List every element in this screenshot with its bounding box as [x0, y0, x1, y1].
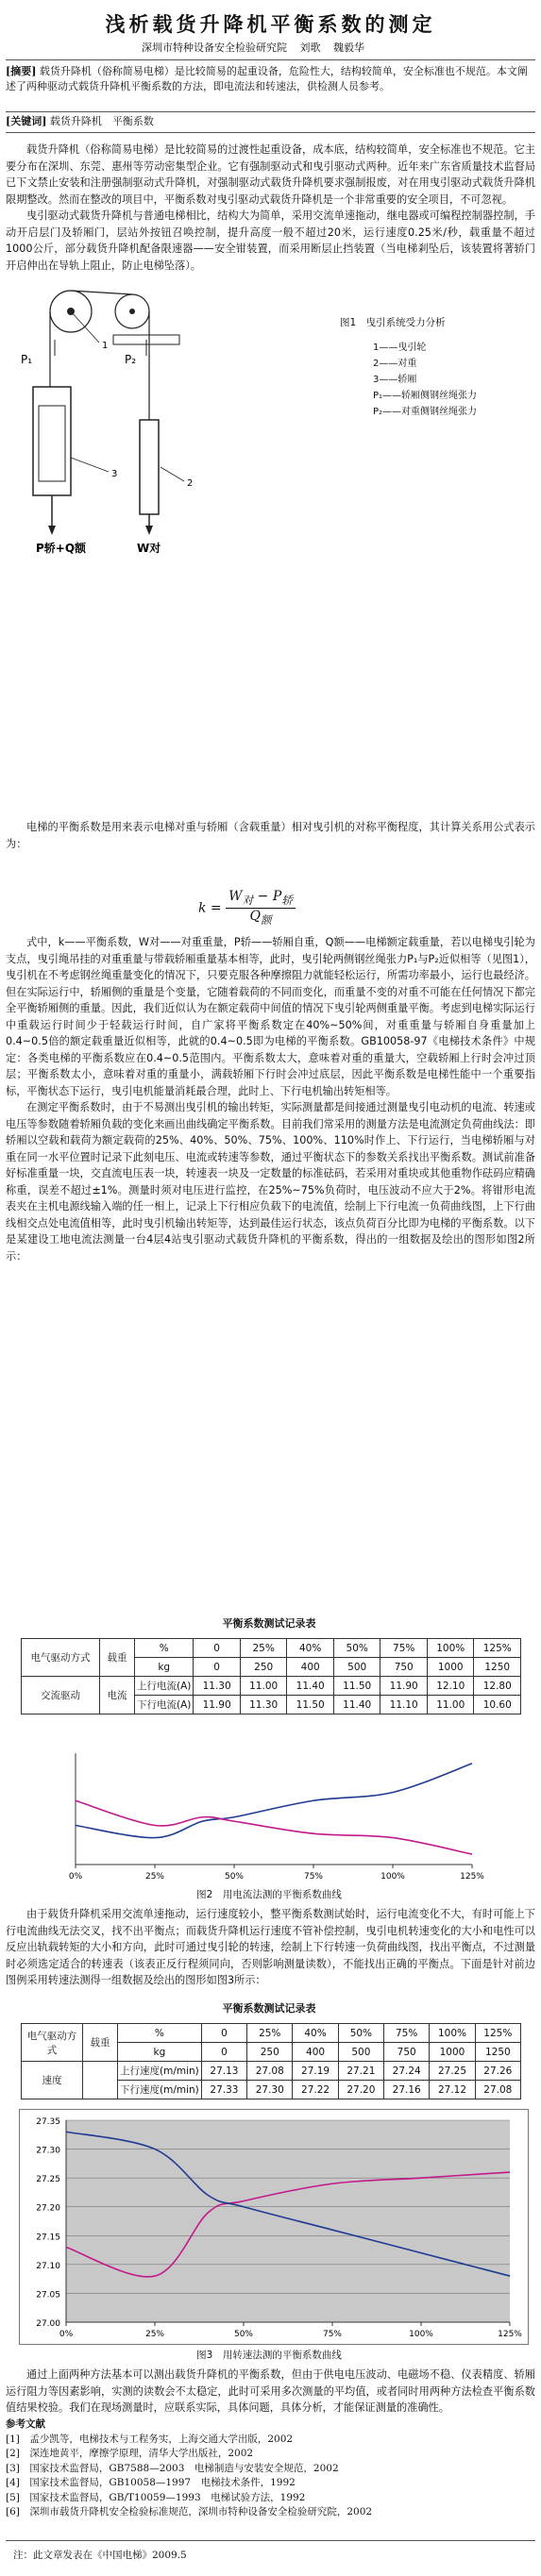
paragraph: 由于载货升降机采用交流单速拖动，运行速度较小，整平衡系数测试始时，运行电流变化不大，有时可能上下行电流曲线无法交叉，找不出平衡点；而载货升降机运行速度不管补偿控制，曳引电机转速变化的大小和电性可以反应出轨载转矩的大小和方向，此时可通过曳引轮的转速，绘制上下行转速一负荷曲线图，找出平衡点，不过测量时必须选定适合的转速表（该表正反行程须同向，否则影响测量读数），不能找出正确的平衡点。下面是针对前边图例采用转速法测得一组数据及绘出的图形如图3所示： — [6, 1908, 535, 1986]
x-tick-label: 25% — [144, 2330, 165, 2339]
table-cell: 50% — [338, 2024, 383, 2043]
reference-item: [6] 深圳市载货升降机安全检验标准规范，深圳市特种设备安全检验研究院，2002 — [6, 2506, 373, 2517]
author-line — [142, 40, 374, 55]
table-cell: 27.19 — [293, 2062, 338, 2081]
x-tick-label: 100% — [380, 1872, 405, 1882]
source-note: 注：此文章发表在《中国电梯》2009.5 — [13, 2550, 187, 2561]
table2 — [21, 2023, 521, 2099]
label-1: 1 — [102, 341, 109, 351]
table-cell: 27.08 — [247, 2062, 293, 2081]
paragraph: 式中，k——平衡系数，W对——对重重量，P轿——轿厢自重，Q额——电梯额定载重量，若以电梯曳引轮为支点，曳引绳吊挂的对重重量与带载轿厢重量基本相等，此时，曳引轮两侧钢丝绳张力P₁与P₂近似相等（见图1），曳引机在不考虑钢丝绳重量变化的情况下，只要克服各种摩擦阻力就能轻松运行，所需功率最小，运行也最经济。但在实际运行中，轿厢侧的重量是个变量，它随着载荷的不同而变化，而重量不变的对重不可能在任何情况下都完全平衡轿厢侧的重量。因此，我们近似认为在额定载荷中间值的情况下曳引轮两侧重量平衡。考虑到电梯实际运行中重载运行时间少于轻载运行时间，自广家将平衡系数定在40%~50%间，对重重量与轿厢自身重量加上0.4~0.5倍的额定载重量近似相等，此就的0.4~0.5即为电梯的平衡系数。GB10058-97《电梯技术条件》中规定：各类电梯的平衡系数应在0.4~0.5范围内。平衡系数太大，意味着对重的重量大，空载轿厢上行时会冲过顶层；平衡系数太小，意味着对重的重量小，满载轿厢下行时会冲过底层，因此平衡系数是电梯性能中一个重要指标，平衡状态下运行，曳引电机能量消耗最合理，此时上、下行电机输出转矩相等。 — [6, 936, 535, 1097]
table-cell: 11.30 — [194, 1677, 241, 1696]
counterweight-box — [140, 420, 159, 514]
table-cell: 11.40 — [287, 1677, 334, 1696]
label-3: 3 — [111, 469, 118, 479]
legend-item: 3——轿厢 — [373, 375, 417, 385]
table-row — [22, 1639, 521, 1658]
divider — [6, 111, 535, 112]
label-2: 2 — [187, 478, 194, 489]
table-cell: 载重 — [100, 1639, 135, 1677]
x-tick-label: 75% — [322, 2330, 343, 2339]
y-tick-label: 27.35 — [36, 2117, 60, 2127]
table-cell: 电气驱动方式 — [22, 1639, 100, 1677]
y-tick-label: 27.30 — [36, 2146, 60, 2156]
chart2-caption: 图3 用转速法测的平衡系数曲线 — [196, 2350, 342, 2361]
table-cell: 11.40 — [333, 1696, 380, 1715]
table-row — [22, 2024, 521, 2043]
table-cell: 下行电流(A) — [135, 1696, 194, 1715]
table-cell: 12.80 — [474, 1677, 521, 1696]
y-tick-label: 27.20 — [36, 2203, 60, 2214]
body-section-4 — [6, 1906, 535, 1989]
body-section-3 — [6, 934, 535, 1264]
paragraph: 曳引驱动式载货升降机与普通电梯相比，结构大为简单，采用交流单速拖动，继电器或可编程控制器控制，手动开启层门及轿厢门，层站外按钮召唤控制，提升高度一般不超过20米，运行速度0.25米/秒，载重量不超过1000公斤，部分载货升降机配备限速器——安全钳装置，而采用断层止挡装置（当电梯剎坠后，该装置将著轿门开启伸出在导轨上阻止，防止电梯坠落）。 — [6, 209, 535, 272]
label-cw-weight: W对 — [137, 542, 161, 555]
series-line — [76, 1764, 472, 1838]
chart-current — [57, 1744, 491, 1885]
article-title: 浅析载货升降机平衡系数的测定 — [105, 12, 436, 36]
table-cell: 25% — [240, 1639, 287, 1658]
table-cell: 75% — [384, 2024, 430, 2043]
reference-item: [4] 国家技术监督局，GB10058—1997 电梯技术条件，1992 — [6, 2477, 296, 2488]
divider — [6, 2540, 535, 2541]
body-section-1 — [6, 142, 535, 274]
leader-1 — [71, 311, 99, 343]
table-cell: 0 — [194, 1658, 241, 1677]
table-cell: 125% — [475, 2024, 520, 2043]
table-cell: 40% — [293, 2024, 338, 2043]
table-row — [22, 2062, 521, 2081]
table-cell: 500 — [338, 2043, 383, 2062]
table-cell: 400 — [293, 2043, 338, 2062]
references — [6, 2417, 535, 2520]
references-label: 参考文献 — [6, 2418, 45, 2430]
table-cell: 0 — [201, 2024, 246, 2043]
figure1-diagram — [19, 288, 368, 561]
table-row — [22, 1677, 521, 1696]
paragraph: 载货升降机（俗称简易电梯）是比较简易的过渡性起重设备，成本底，结构较简单，安全标准也不规范。它主要分布在深圳、东莞、惠州等劳动密集型企业。它有强制驱动式和曳引驱动式两种。近年来广东省质量技术监督局已下文禁止安装和注册强制驱动式升降机，对强制驱动式载货升降机要求强制报废，对在用曳引驱动式载货升降机限期整改。然而在整改的项目中，平衡系数对曳引驱动式载货升降机是一个非常重要的安全项目，不可忽视。 — [6, 143, 535, 206]
table-cell: 0 — [194, 1639, 241, 1658]
author-name: 魏毅华 — [333, 42, 364, 54]
legend-item: 2——对重 — [373, 359, 417, 369]
table-cell: 250 — [247, 2043, 293, 2062]
sheave-hub — [129, 309, 135, 314]
figure1-caption: 图1 曳引系统受力分析 — [340, 317, 446, 328]
paragraph: 在测定平衡系数时，由于不易测出曳引机的输出转矩，实际测量都是间接通过测量曳引电动机的电流、转速或电压等参数随着轿厢负载的变化来画出曲线确定平衡系数。目前我们常采用的测量方法是电流测定负荷曲线法：即轿厢以空载和载荷为额定载荷的25%、40%、50%、75%、100%、110%时作上、下行运行，当电梯轿厢与对重在同一水平位置时记录下此刻电压、电流或转速等参数，通过平衡状态下的参数关系找出平衡系数。测试前准备好标准重量一块，交直流电压表一块，转速表一块及一定数量的标准砝码，若采用对重块或其他重物作砝码应精确称重，误差不超过±1%。测量时须对电压进行监控，在25%~75%负荷时，电压波动不应大于2%。将钳形电流表夹在主机电源线输入端的任一相上，记录上下行相应负载下的电流值，绘制上下行电流一负荷曲线图，上下行曲线相交点处电流值相等，此时曳引机输出转矩等，达到最佳运行状态，该点负荷百分比即为电梯的平衡系数。以下是某建设工地电流法测量一台4层4站曳引驱动式载货升降机的平衡系数，得出的一组数据及绘出的图形如图2所示： — [6, 1101, 535, 1263]
x-tick-label: 25% — [144, 1872, 165, 1882]
abstract — [6, 64, 535, 94]
x-tick-label: 50% — [233, 2330, 254, 2339]
table-cell: 40% — [287, 1639, 334, 1658]
table1-title: 平衡系数测试记录表 — [222, 1617, 316, 1630]
table-cell: 400 — [287, 1658, 334, 1677]
table-cell: 27.25 — [430, 2062, 475, 2081]
table-cell: 载重 — [83, 2024, 118, 2062]
table-cell: 11.50 — [287, 1696, 334, 1715]
table-cell: 1250 — [475, 2043, 520, 2062]
label-car-weight: P轿+Q额 — [36, 542, 87, 555]
table-cell: 27.33 — [201, 2081, 246, 2099]
figure1-legend — [373, 340, 477, 420]
y-tick-label: 27.10 — [36, 2261, 60, 2271]
table-cell: 11.90 — [194, 1696, 241, 1715]
author-org: 深圳市特种设备安全检验研究院 — [142, 42, 287, 54]
chart1-caption: 图2 用电流法测的平衡系数曲线 — [196, 1889, 342, 1900]
leader-3 — [71, 458, 109, 472]
table-cell: kg — [135, 1658, 194, 1677]
divider — [6, 132, 535, 133]
table-cell: 27.21 — [338, 2062, 383, 2081]
table-cell: 11.50 — [333, 1677, 380, 1696]
reference-item: [1] 孟少凯等，电梯技术与工程务实，上海交通大学出版，2002 — [6, 2433, 294, 2445]
abstract-text: 载货升降机（俗称简易电梯）是比较简易的起重设备，危险性大，结构较简单，安全标准也不规范。本文阐述了两种驱动式载货升降机平衡系数的方法，即电流法和转速法，供检测人员参考。 — [6, 65, 528, 92]
y-tick-label: 27.25 — [36, 2175, 60, 2185]
reference-item: [3] 国家技术监督局，GB7588—2003 电梯制造与安装安全规范，2002 — [6, 2462, 339, 2474]
x-tick-label: 0% — [59, 2330, 74, 2339]
keywords-text: 载货升降机 平衡系数 — [49, 115, 154, 127]
body-section-5 — [6, 2367, 535, 2417]
table-cell: 11.00 — [240, 1677, 287, 1696]
x-tick-label: 50% — [224, 1872, 245, 1882]
label-p2: P₂ — [125, 353, 137, 366]
leader-2 — [161, 467, 184, 481]
keywords-label: [关键词] — [6, 115, 47, 127]
formula: k = $\frac{W_对 - P_轿}{Q_额}$ — [198, 889, 296, 928]
table-cell: 27.26 — [475, 2062, 520, 2081]
table-cell: 250 — [240, 1658, 287, 1677]
abstract-label: [摘要] — [6, 65, 37, 77]
plot-area — [66, 2120, 510, 2322]
table-cell: 上行速度(m/min) — [118, 2062, 202, 2081]
table-cell: 27.20 — [338, 2081, 383, 2099]
table-cell — [83, 2062, 118, 2099]
legend-item: P₂——对重侧钢丝绳张力 — [373, 407, 478, 417]
reference-item: [2] 深连地黄平，摩擦学原理，清华大学出版社，2002 — [6, 2448, 254, 2459]
x-tick-label: 75% — [303, 1872, 324, 1882]
paragraph: 通过上面两种方法基本可以测出载货升降机的平衡系数，但由于供电电压波动、电磁场不稳、仪表精度、轿厢运行阻力等因素影响，实测的读数会不太稳定，此时可采用多次测量的平均值，或者同时用两种方法检查平衡系数值结果校验。我们在现场测量时，应联系实际，具体问题，具体分析，才能保证测量的准确性。 — [6, 2368, 535, 2414]
legend-item: P₁——轿厢侧钢丝绳张力 — [373, 391, 478, 401]
table-cell: % — [135, 1639, 194, 1658]
table-cell: 75% — [380, 1639, 428, 1658]
table-cell: 25% — [247, 2024, 293, 2043]
x-tick-label: 0% — [68, 1872, 83, 1882]
table-cell: 10.60 — [474, 1696, 521, 1715]
table-cell: 27.08 — [475, 2081, 520, 2099]
paragraph: 电梯的平衡系数是用来表示电梯对重与轿厢（含载重量）相对曳引机的对称平衡程度，其计算关系用公式表示为： — [6, 821, 535, 850]
keywords — [6, 114, 535, 129]
table-cell: 500 — [333, 1658, 380, 1677]
table-cell: 11.90 — [380, 1677, 428, 1696]
table-cell: 27.30 — [247, 2081, 293, 2099]
x-tick-label: 125% — [460, 1872, 484, 1882]
label-p1: P₁ — [21, 353, 33, 366]
y-tick-label: 27.15 — [36, 2233, 60, 2243]
legend-item: 1——曳引轮 — [373, 343, 427, 353]
divider — [6, 59, 535, 60]
car-inner — [39, 406, 65, 481]
table-cell: 1000 — [427, 1658, 474, 1677]
formula-fraction: $\frac{W_对 - P_轿}{Q_额}$ — [226, 889, 296, 928]
arrow-head — [48, 526, 56, 535]
table-cell: kg — [118, 2043, 202, 2062]
table2-title: 平衡系数测试记录表 — [222, 2002, 316, 2015]
table-cell: 11.00 — [427, 1696, 474, 1715]
table1 — [21, 1638, 521, 1715]
table-cell: 下行速度(m/min) — [118, 2081, 202, 2099]
x-tick-label: 125% — [498, 2330, 522, 2339]
table-cell: 27.16 — [384, 2081, 430, 2099]
table-cell: 交流驱动 — [22, 1677, 100, 1715]
table-cell: 电流 — [100, 1677, 135, 1715]
table-cell: 27.12 — [430, 2081, 475, 2099]
table-cell: 50% — [333, 1639, 380, 1658]
x-tick-label: 100% — [409, 2330, 433, 2339]
table-cell: 27.24 — [384, 2062, 430, 2081]
table-cell: % — [118, 2024, 202, 2043]
table-cell: 11.30 — [240, 1696, 287, 1715]
author-name: 刘歌 — [299, 42, 321, 54]
table-cell: 27.13 — [201, 2062, 246, 2081]
table-cell: 100% — [430, 2024, 475, 2043]
table-cell: 27.22 — [293, 2081, 338, 2099]
body-section-2 — [6, 819, 535, 852]
arrow-head — [145, 526, 153, 535]
table-cell: 100% — [427, 1639, 474, 1658]
table-cell: 1000 — [430, 2043, 475, 2062]
table-cell: 750 — [384, 2043, 430, 2062]
table-cell: 12.10 — [427, 1677, 474, 1696]
table-cell: 11.10 — [380, 1696, 428, 1715]
table-cell: 0 — [201, 2043, 246, 2062]
table-cell: 1250 — [474, 1658, 521, 1677]
reference-item: [5] 国家技术监督局，GB/T10059—1993 电梯试验方法，1992 — [6, 2491, 306, 2503]
table-cell: 125% — [474, 1639, 521, 1658]
table-cell: 750 — [380, 1658, 428, 1677]
table-cell: 上行电流(A) — [135, 1677, 194, 1696]
chart-speed — [19, 2109, 529, 2345]
table-cell: 速度 — [22, 2062, 83, 2099]
table-cell: 电气驱动方式 — [22, 2024, 83, 2062]
y-tick-label: 27.00 — [36, 2319, 60, 2329]
y-tick-label: 27.05 — [36, 2290, 60, 2300]
